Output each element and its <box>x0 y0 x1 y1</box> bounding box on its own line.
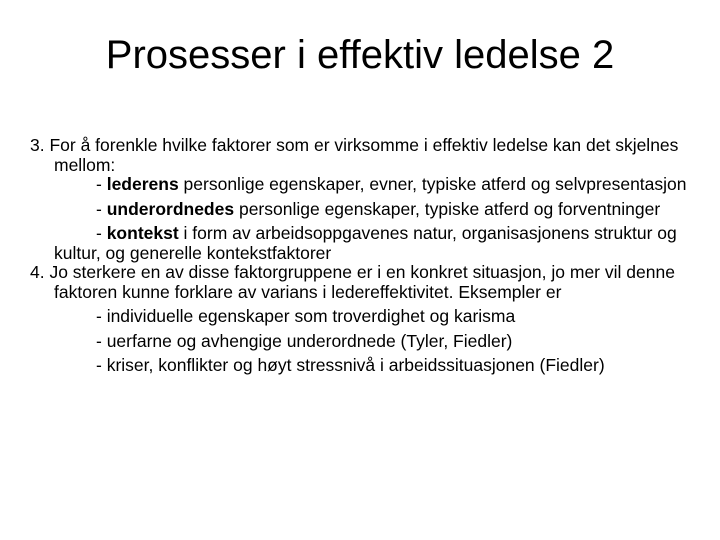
point-4-item-traits: - individuelle egenskaper som troverdighet og karisma <box>96 306 516 326</box>
bullet-dash: - <box>96 198 107 219</box>
point-4-item-crises: - kriser, konflikter og høyt stressnivå i arbeidssituasjonen (Fiedler) <box>96 355 605 375</box>
item-keyword: underordnedes <box>106 198 235 219</box>
point-4-text: 4. Jo sterkere en av disse faktorgruppene er i en konkret situasjon, jo mer vil denne faktoren kunne forklare av varians i ledereffektivitet. Eksempler er <box>30 262 675 302</box>
bullet-dash: - <box>96 174 107 194</box>
point-4-item-subordinates: - uerfarne og avhengige underordnede (Tyler, Fiedler) <box>96 330 513 351</box>
point-3-item-leader <box>30 175 690 195</box>
item-keyword: lederens <box>106 174 179 194</box>
point-3-item-context <box>30 224 690 263</box>
slide-title: Prosesser i effektiv ledelse 2 <box>105 33 615 77</box>
item-keyword: kontekst <box>106 223 179 243</box>
bullet-dash: - <box>96 223 107 243</box>
item-description: i form av arbeidsoppgavenes natur, organisasjonens struktur og kultur, og generelle kontekstfaktorer <box>54 223 677 263</box>
point-3-text: 3. For å forenkle hvilke faktorer som er virksomme i effektiv ledelse kan det skjelnes mellom: <box>30 135 679 175</box>
item-description: personlige egenskaper, evner, typiske atferd og selvpresentasjon <box>178 174 687 194</box>
item-description: personlige egenskaper, typiske atferd og forventninger <box>234 198 661 219</box>
point-3-item-subordinates <box>30 200 690 220</box>
slide-body <box>30 136 690 376</box>
